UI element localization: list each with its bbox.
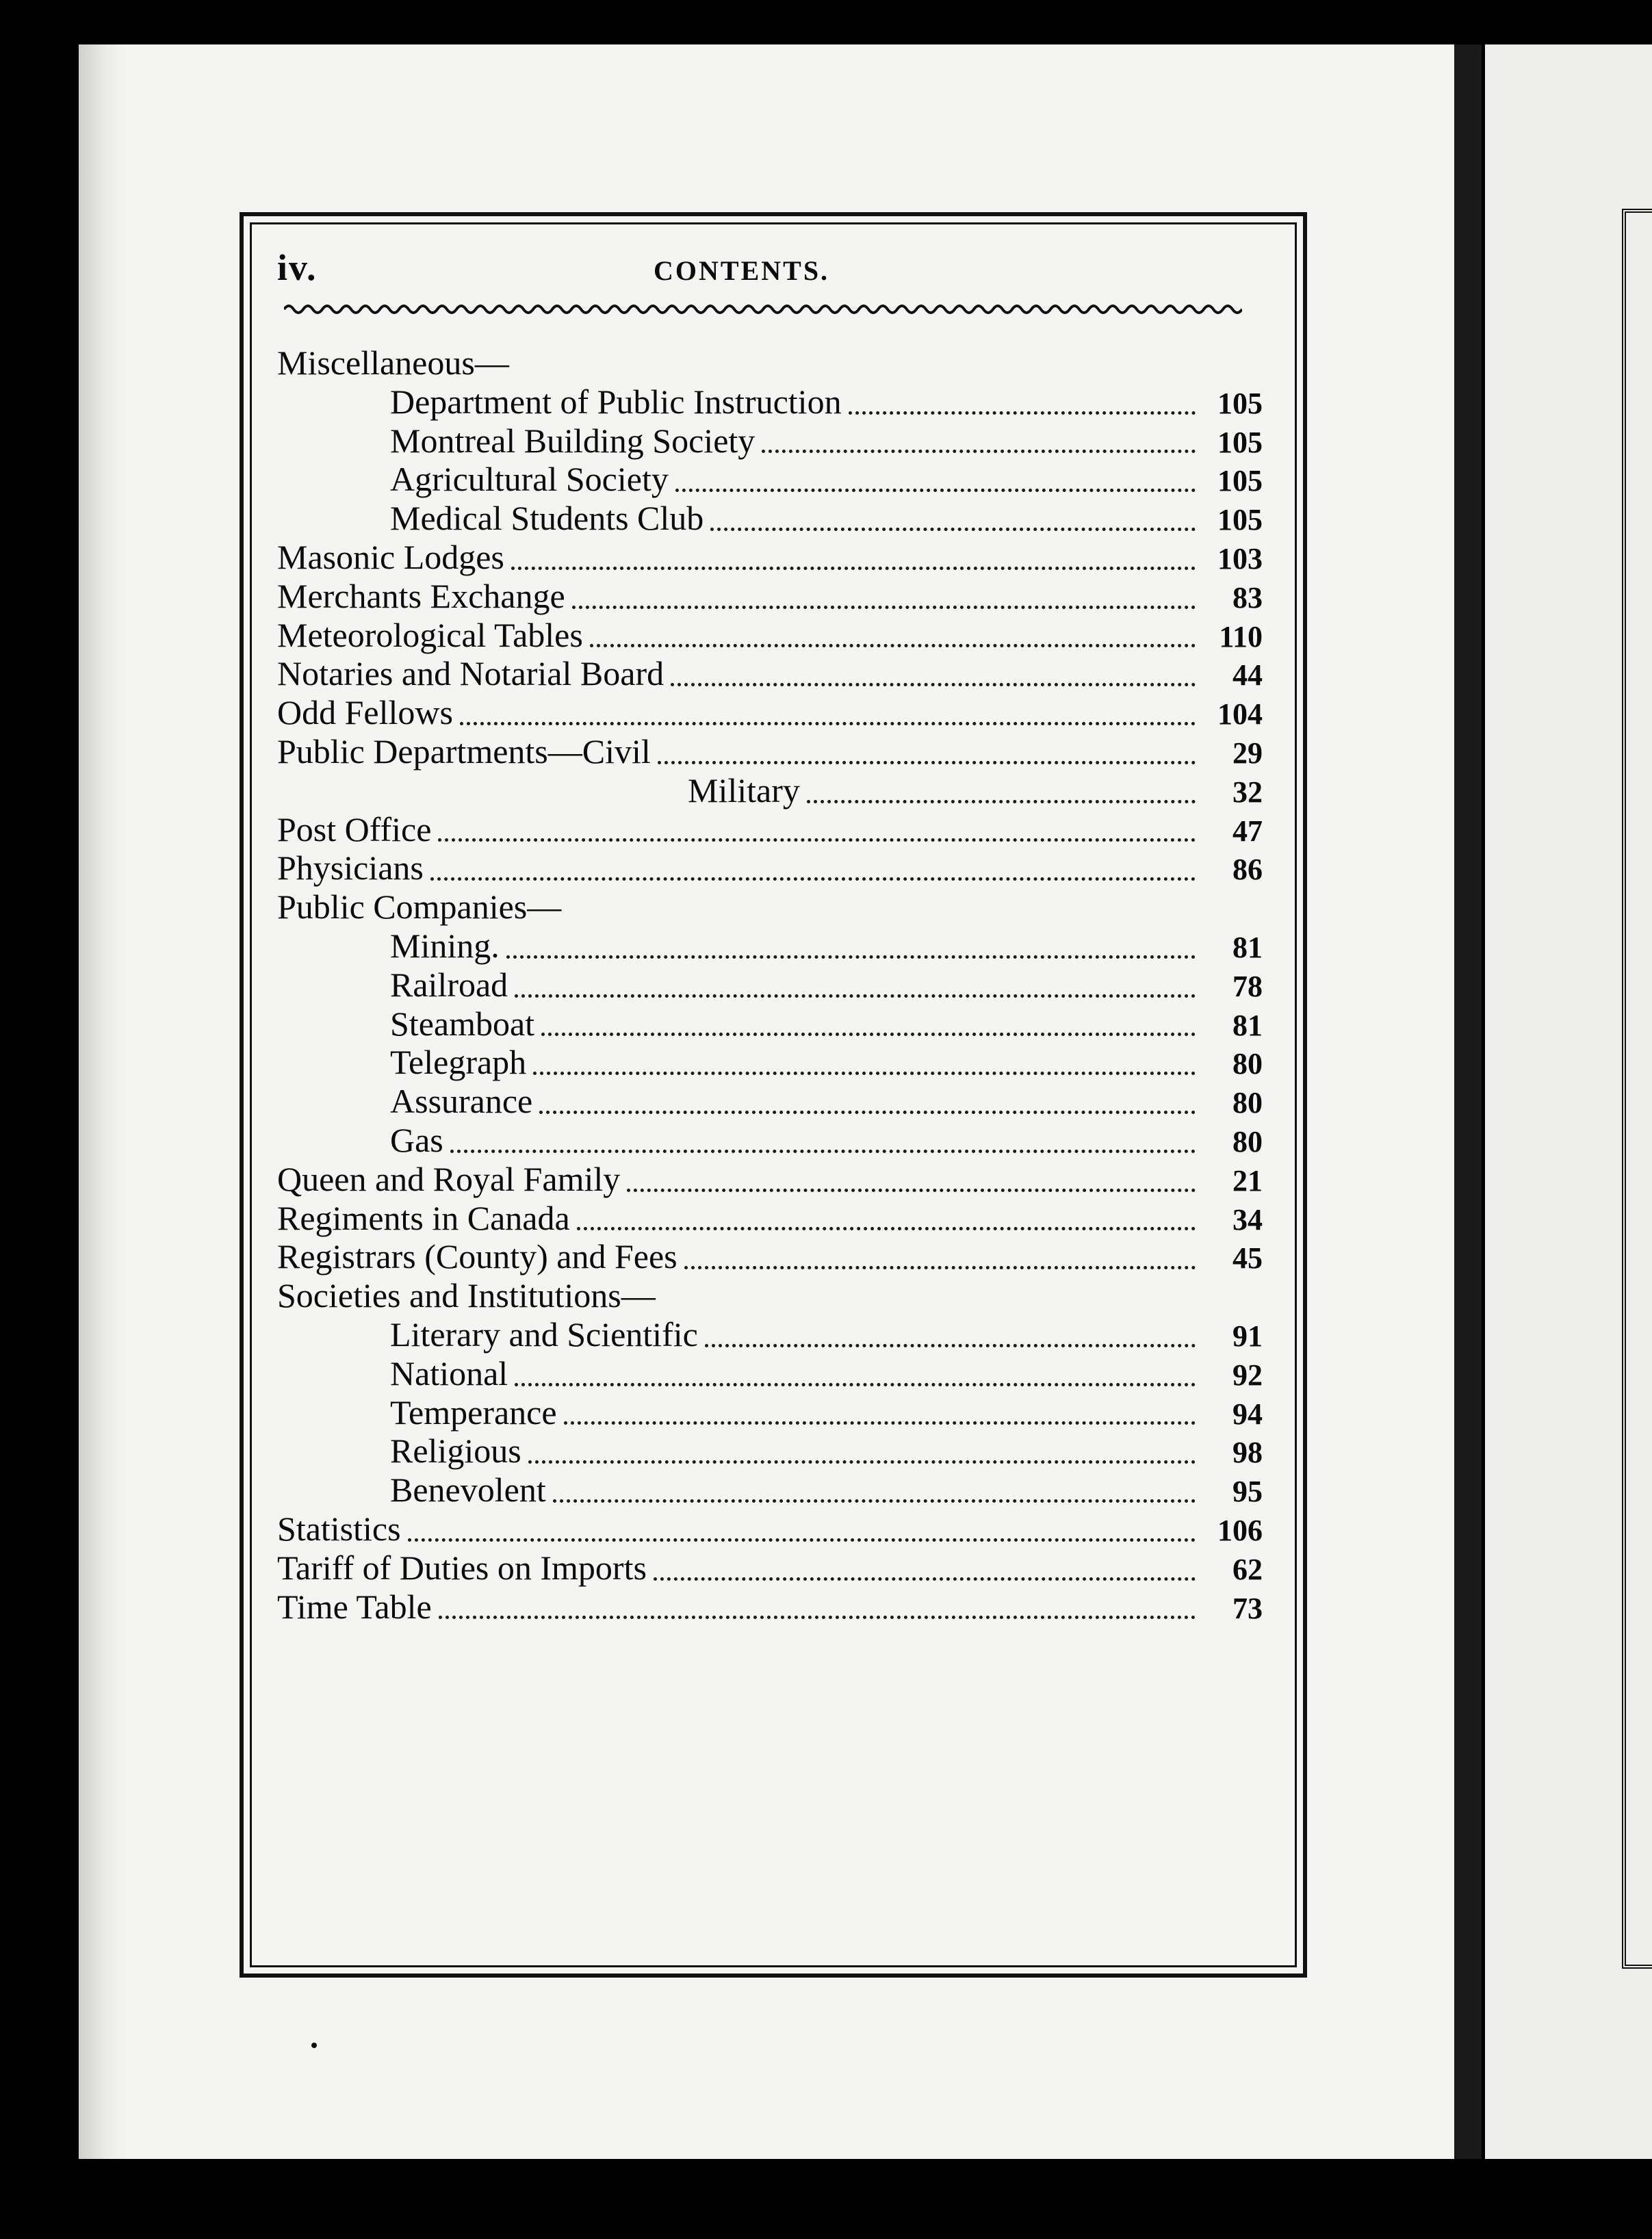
toc-entry (277, 383, 1263, 422)
dot-leader (515, 1383, 1196, 1386)
toc-entry-label: Agricultural Society (390, 460, 669, 499)
toc-entry (277, 1005, 1263, 1044)
toc-entry-page: 73 (1232, 1591, 1263, 1625)
toc-entry-label: Medical Students Club (390, 499, 704, 538)
toc-entry-page: 80 (1232, 1086, 1263, 1120)
page-title: CONTENTS. (654, 255, 830, 286)
toc-entry-page: 34 (1232, 1202, 1263, 1237)
toc-entry (277, 616, 1263, 655)
toc-entry-page: 83 (1232, 580, 1263, 614)
contents-page (277, 246, 1263, 1626)
toc-entry (277, 810, 1263, 849)
toc-entry-page: 105 (1217, 425, 1263, 459)
dot-leader (807, 800, 1196, 803)
dot-leader (511, 567, 1196, 570)
toc-entry (277, 1354, 1263, 1393)
right-page-edge (1485, 44, 1652, 2159)
toc-entry-page: 45 (1232, 1241, 1263, 1276)
toc-entry-label: Time Table (277, 1587, 432, 1626)
toc-entry (277, 422, 1263, 461)
toc-entry-page: 103 (1217, 541, 1263, 575)
dot-leader (408, 1538, 1196, 1542)
toc-entry-label: Assurance (390, 1082, 533, 1121)
dot-leader (849, 411, 1196, 415)
dot-leader (577, 1227, 1196, 1230)
toc-entry (277, 460, 1263, 499)
toc-entry-label: Registrars (County) and Fees (277, 1237, 677, 1276)
toc-entry-label: Benevolent (390, 1471, 546, 1510)
toc-entry (277, 1043, 1263, 1082)
toc-entry-page: 105 (1217, 503, 1263, 537)
toc-entry-page: 80 (1232, 1124, 1263, 1159)
toc-entry (277, 538, 1263, 577)
toc-entry-page: 94 (1232, 1397, 1263, 1431)
toc-entry (277, 1588, 1263, 1627)
toc-entry-label: Public Companies— (277, 888, 562, 927)
toc-entry-label: Masonic Lodges (277, 537, 504, 576)
page-number: iv. (277, 247, 318, 288)
dot-leader (515, 994, 1196, 998)
toc-section-heading (277, 1276, 1263, 1315)
toc-entry-page: 104 (1217, 697, 1263, 732)
toc-entry-label: Tariff of Duties on Imports (277, 1548, 647, 1587)
toc-entry (277, 654, 1263, 693)
right-page-frame (1622, 209, 1652, 1969)
toc-entry-label: Meteorological Tables (277, 615, 583, 654)
table-of-contents (277, 344, 1263, 1626)
toc-entry (277, 577, 1263, 616)
dot-leader (684, 1266, 1196, 1269)
toc-entry (277, 1237, 1263, 1276)
toc-entry (277, 732, 1263, 771)
toc-entry (277, 499, 1263, 538)
dot-leader (658, 761, 1196, 764)
toc-entry-label: Department of Public Instruction (390, 382, 842, 421)
toc-entry-label: Public Departments—Civil (277, 732, 651, 771)
toc-entry-page: 95 (1232, 1475, 1263, 1509)
toc-entry-label: Merchants Exchange (277, 576, 565, 615)
toc-entry-label: Odd Fellows (277, 693, 453, 732)
toc-entry-page: 78 (1232, 969, 1263, 1003)
toc-entry-label: Queen and Royal Family (277, 1159, 621, 1198)
toc-entry (277, 1121, 1263, 1160)
toc-entry (277, 1315, 1263, 1354)
toc-entry-page: 80 (1232, 1047, 1263, 1081)
wavy-rule (284, 301, 1242, 318)
ink-speck (311, 2043, 317, 2048)
toc-entry-label: Statistics (277, 1509, 401, 1548)
toc-entry-label: National (390, 1354, 508, 1393)
toc-entry-page: 32 (1232, 775, 1263, 809)
dot-leader (439, 1616, 1196, 1619)
toc-entry-page: 110 (1219, 619, 1263, 653)
toc-entry (277, 771, 1263, 810)
toc-entry-label: Post Office (277, 810, 432, 849)
toc-entry-label: Gas (390, 1120, 443, 1159)
book-gutter (1454, 44, 1482, 2159)
toc-entry-label: Physicians (277, 849, 424, 888)
toc-entry (277, 849, 1263, 888)
toc-entry-page: 86 (1232, 853, 1263, 887)
dot-leader (553, 1499, 1196, 1503)
dot-leader (705, 1344, 1196, 1347)
toc-entry (277, 966, 1263, 1005)
dot-leader (762, 450, 1196, 453)
toc-entry-label: Literary and Scientific (390, 1315, 698, 1354)
dot-leader (590, 644, 1196, 647)
toc-entry-page: 92 (1232, 1358, 1263, 1392)
toc-entry (277, 1471, 1263, 1510)
page-header (277, 246, 1263, 301)
dot-leader (564, 1421, 1196, 1425)
toc-entry (277, 693, 1263, 732)
toc-entry-page: 44 (1232, 658, 1263, 693)
dot-leader (572, 606, 1196, 609)
dot-leader (430, 877, 1196, 881)
toc-entry-page: 98 (1232, 1436, 1263, 1470)
toc-entry-label: Societies and Institutions— (277, 1276, 656, 1315)
dot-leader (533, 1072, 1196, 1075)
dot-leader (438, 838, 1196, 842)
toc-entry-label: Religious (390, 1432, 521, 1471)
toc-entry-label: Mining. (390, 926, 500, 965)
toc-entry-page: 81 (1232, 1008, 1263, 1042)
toc-entry (277, 1082, 1263, 1121)
dot-leader (710, 528, 1196, 531)
toc-entry-page: 81 (1232, 930, 1263, 964)
dot-leader (627, 1189, 1196, 1192)
dot-leader (450, 1150, 1196, 1153)
toc-entry-page: 62 (1232, 1552, 1263, 1586)
toc-entry-label: Steamboat (390, 1004, 535, 1043)
toc-entry (277, 1432, 1263, 1471)
toc-entry-page: 105 (1217, 464, 1263, 498)
toc-entry-page: 105 (1217, 386, 1263, 420)
toc-section-heading (277, 344, 1263, 383)
toc-entry (277, 1199, 1263, 1238)
toc-entry (277, 1549, 1263, 1588)
toc-section-heading (277, 888, 1263, 927)
dot-leader (460, 722, 1196, 725)
toc-entry (277, 1160, 1263, 1199)
dot-leader (671, 683, 1196, 686)
toc-entry-page: 21 (1232, 1163, 1263, 1198)
toc-entry-page: 106 (1217, 1513, 1263, 1547)
toc-entry-label: Railroad (390, 965, 508, 1004)
toc-entry-label: Temperance (390, 1393, 557, 1432)
dot-leader (539, 1111, 1196, 1114)
toc-entry-page: 29 (1232, 736, 1263, 770)
toc-entry-label: Miscellaneous— (277, 344, 509, 382)
toc-entry-label: Notaries and Notarial Board (277, 654, 664, 693)
binding-shadow (79, 44, 127, 2159)
dot-leader (541, 1033, 1196, 1036)
dot-leader (506, 955, 1196, 959)
toc-entry-label: Regiments in Canada (277, 1198, 570, 1237)
toc-entry-page: 91 (1232, 1319, 1263, 1353)
toc-entry (277, 1393, 1263, 1432)
toc-entry-page: 47 (1232, 814, 1263, 848)
toc-entry-label: Military (688, 771, 800, 810)
dot-leader (654, 1577, 1196, 1581)
toc-entry-label: Montreal Building Society (390, 421, 756, 460)
toc-entry (277, 927, 1263, 966)
toc-entry (277, 1510, 1263, 1549)
dot-leader (675, 489, 1196, 492)
toc-entry-label: Telegraph (390, 1043, 527, 1082)
dot-leader (528, 1460, 1196, 1464)
